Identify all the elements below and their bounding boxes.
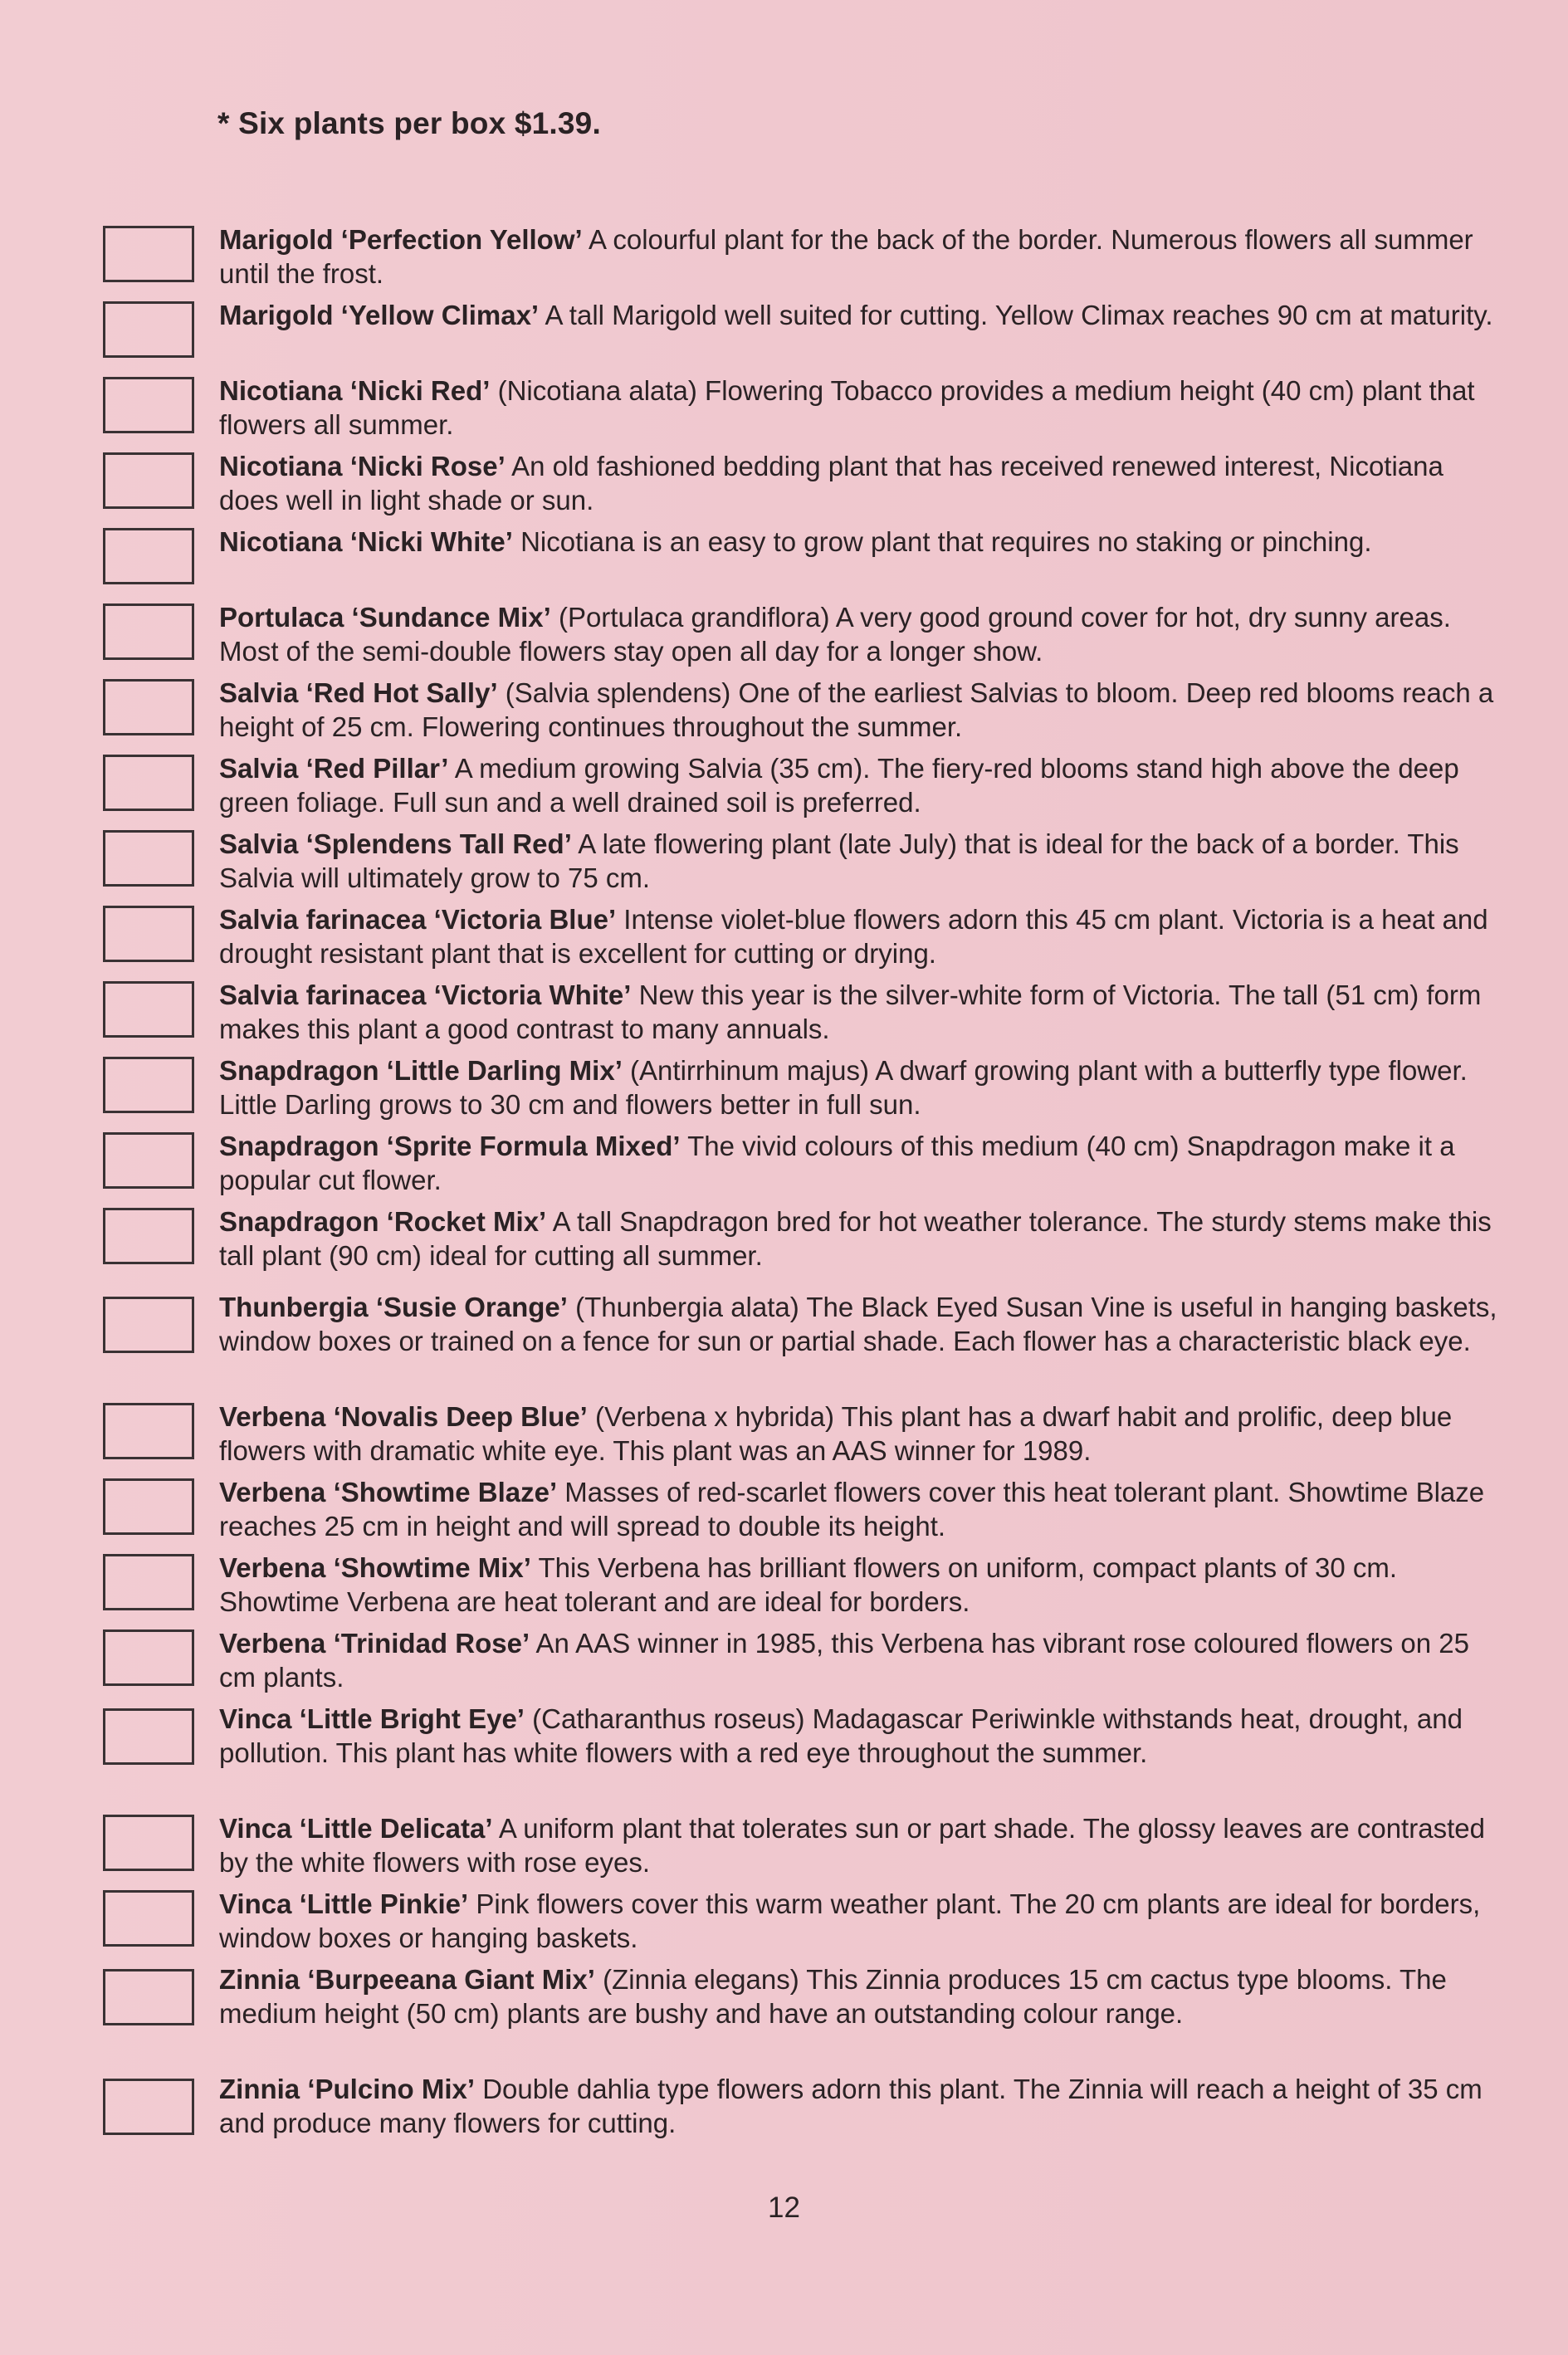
order-checkbox[interactable] [103,1132,194,1189]
plant-description [219,751,1497,819]
plant-detail: (Portulaca grandiflora) A very good ground cover for hot, dry sunny areas. Most of the semi-double flowers stay open all day for a longer show. [219,602,1451,667]
plant-name: Salvia farinacea ‘Victoria White’ [219,980,632,1010]
order-checkbox[interactable] [103,377,194,433]
plant-name: Vinca ‘Little Pinkie’ [219,1888,469,1919]
plant-detail: Double dahlia type flowers adorn this plant. The Zinnia will reach a height of 35 cm and produce many flowers for cutting. [219,2074,1483,2138]
plant-description [219,827,1497,895]
price-header: * Six plants per box $1.39. [217,106,601,140]
plant-description [219,978,1497,1046]
order-checkbox[interactable] [103,1629,194,1686]
plant-detail: (Catharanthus roseus) Madagascar Periwinkle withstands heat, drought, and pollution. This plant has white flowers with a red eye throughout the summer. [219,1703,1463,1768]
order-checkbox[interactable] [103,1057,194,1113]
order-checkbox[interactable] [103,1478,194,1535]
plant-detail: Masses of red-scarlet flowers cover this heat tolerant plant. Showtime Blaze reaches 25 cm in height and will spread to double its height. [219,1477,1485,1541]
plant-description [219,1129,1497,1197]
plant-description [219,1204,1497,1273]
plant-description [219,449,1497,517]
plant-detail: A tall Snapdragon bred for hot weather tolerance. The sturdy stems make this tall plant (90 cm) ideal for cutting all summer. [219,1206,1492,1271]
plant-name: Nicotiana ‘Nicki White’ [219,526,513,557]
order-checkbox[interactable] [103,981,194,1038]
order-checkbox[interactable] [103,679,194,735]
plant-description [219,1053,1497,1121]
plant-name: Snapdragon ‘Sprite Formula Mixed’ [219,1131,681,1161]
plant-description [219,600,1497,668]
order-checkbox[interactable] [103,1708,194,1765]
plant-detail: New this year is the silver-white form of Victoria. The tall (51 cm) form makes this plant a good contrast to many annuals. [219,980,1482,1044]
plant-name: Vinca ‘Little Bright Eye’ [219,1703,525,1734]
order-checkbox[interactable] [103,2079,194,2135]
plant-name: Portulaca ‘Sundance Mix’ [219,602,551,633]
plant-name: Verbena ‘Trinidad Rose’ [219,1628,530,1659]
plant-detail: Pink flowers cover this warm weather plant. The 20 cm plants are ideal for borders, window boxes or hanging baskets. [219,1888,1481,1953]
plant-description [219,1475,1497,1543]
order-checkbox[interactable] [103,452,194,509]
plant-description [219,1887,1497,1955]
order-checkbox[interactable] [103,226,194,282]
plant-description [219,1811,1497,1879]
plant-name: Salvia ‘Red Hot Sally’ [219,677,498,708]
plant-name: Zinnia ‘Pulcino Mix’ [219,2074,476,2104]
order-checkbox[interactable] [103,1297,194,1353]
plant-detail: An old fashioned bedding plant that has received renewed interest, Nicotiana does well in light shade or sun. [219,451,1443,515]
plant-detail: Nicotiana is an easy to grow plant that requires no staking or pinching. [512,526,1372,557]
plant-detail: A colourful plant for the back of the border. Numerous flowers all summer until the frost. [219,224,1473,289]
plant-detail: (Zinnia elegans) This Zinnia produces 15 cm cactus type blooms. The medium height (50 cm) plants are bushy and have an outstanding colour range. [219,1964,1447,2029]
plant-description [219,1962,1497,2030]
plant-name: Vinca ‘Little Delicata’ [219,1813,493,1844]
plant-detail: This Verbena has brilliant flowers on uniform, compact plants of 30 cm. Showtime Verbena are heat tolerant and are ideal for borders. [219,1552,1398,1617]
plant-description [219,374,1497,442]
plant-name: Verbena ‘Showtime Blaze’ [219,1477,558,1507]
page-number: 12 [768,2191,800,2224]
plant-description [219,1551,1497,1619]
plant-description [219,676,1497,744]
plant-description [219,525,1497,559]
plant-name: Snapdragon ‘Little Darling Mix’ [219,1055,623,1086]
order-checkbox[interactable] [103,1815,194,1871]
order-checkbox[interactable] [103,1208,194,1264]
plant-name: Thunbergia ‘Susie Orange’ [219,1292,568,1322]
order-checkbox[interactable] [103,528,194,584]
plant-detail: (Salvia splendens) One of the earliest Salvias to bloom. Deep red blooms reach a height of 25 cm. Flowering continues throughout the summer. [219,677,1494,742]
plant-description [219,1400,1497,1468]
plant-name: Nicotiana ‘Nicki Red’ [219,375,491,406]
plant-description [219,1626,1497,1694]
order-checkbox[interactable] [103,1969,194,2025]
plant-description [219,222,1497,291]
plant-detail: The vivid colours of this medium (40 cm) Snapdragon make it a popular cut flower. [219,1131,1455,1195]
plant-detail: (Nicotiana alata) Flowering Tobacco provides a medium height (40 cm) plant that flowers all summer. [219,375,1475,440]
plant-name: Salvia ‘Splendens Tall Red’ [219,828,572,859]
plant-detail: (Antirrhinum majus) A dwarf growing plant with a butterfly type flower. Little Darling grows to 30 cm and flowers better in full sun. [219,1055,1468,1120]
plant-detail: A late flowering plant (late July) that is ideal for the back of a border. This Salvia will ultimately grow to 75 cm. [219,828,1459,893]
plant-name: Marigold ‘Yellow Climax’ [219,300,540,330]
plant-name: Nicotiana ‘Nicki Rose’ [219,451,506,481]
plant-detail: An AAS winner in 1985, this Verbena has vibrant rose coloured flowers on 25 cm plants. [219,1628,1469,1693]
plant-detail: A uniform plant that tolerates sun or part shade. The glossy leaves are contrasted by the white flowers with rose eyes. [219,1813,1485,1878]
plant-detail: (Verbena x hybrida) This plant has a dwarf habit and prolific, deep blue flowers with dramatic white eye. This plant was an AAS winner for 1989. [219,1401,1453,1466]
plant-description [219,1290,1497,1358]
order-checkbox[interactable] [103,830,194,887]
order-checkbox[interactable] [103,906,194,962]
plant-description [219,2072,1497,2140]
order-checkbox[interactable] [103,1403,194,1459]
plant-detail: A medium growing Salvia (35 cm). The fiery-red blooms stand high above the deep green foliage. Full sun and a well drained soil is preferred. [219,753,1459,818]
plant-detail: (Thunbergia alata) The Black Eyed Susan Vine is useful in hanging baskets, window boxes or trained on a fence for sun or partial shade. Each flower has a characteristic black eye. [219,1292,1497,1356]
plant-name: Snapdragon ‘Rocket Mix’ [219,1206,547,1237]
plant-name: Verbena ‘Showtime Mix’ [219,1552,531,1583]
plant-name: Verbena ‘Novalis Deep Blue’ [219,1401,588,1432]
plant-name: Salvia farinacea ‘Victoria Blue’ [219,904,617,935]
plant-name: Salvia ‘Red Pillar’ [219,753,449,784]
order-checkbox[interactable] [103,1890,194,1947]
plant-name: Zinnia ‘Burpeeana Giant Mix’ [219,1964,595,1995]
plant-name: Marigold ‘Perfection Yellow’ [219,224,583,255]
order-checkbox[interactable] [103,603,194,660]
plant-description [219,298,1497,332]
plant-description [219,1702,1497,1770]
plant-detail: A tall Marigold well suited for cutting. Yellow Climax reaches 90 cm at maturity. [539,300,1493,330]
order-checkbox[interactable] [103,1554,194,1610]
plant-detail: Intense violet-blue flowers adorn this 45 cm plant. Victoria is a heat and drought resistant plant that is excellent for cutting or drying. [219,904,1488,969]
order-checkbox[interactable] [103,301,194,358]
plant-description [219,902,1497,970]
order-checkbox[interactable] [103,755,194,811]
